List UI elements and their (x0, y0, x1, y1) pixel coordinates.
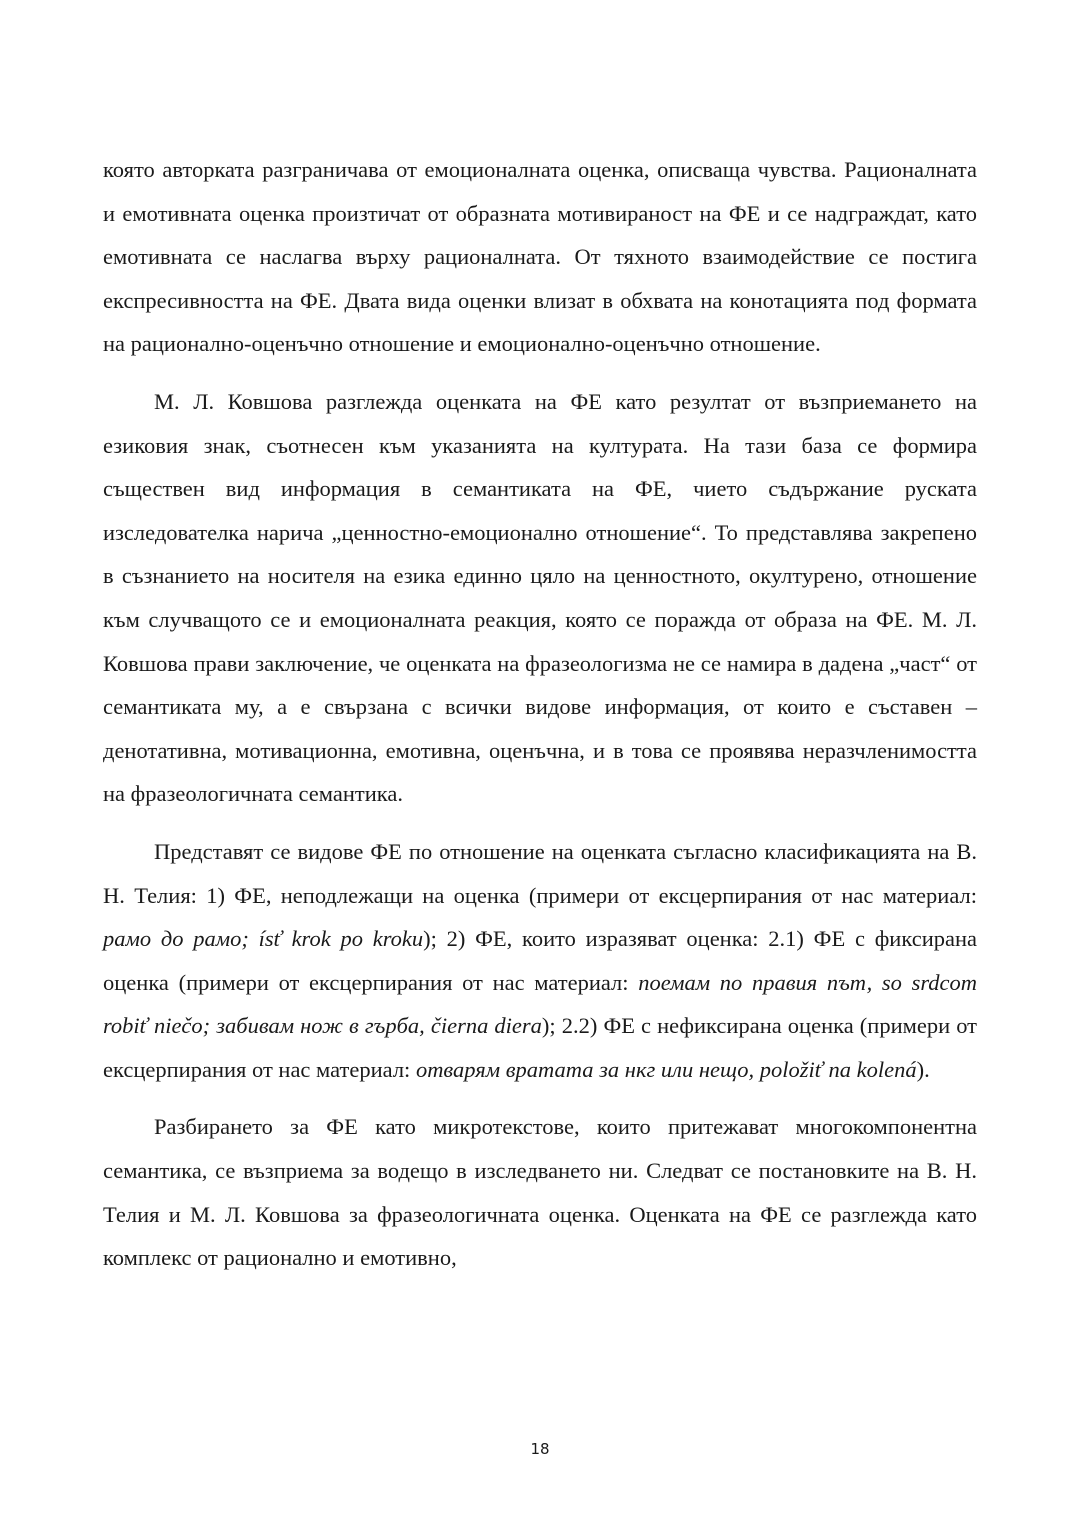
paragraph-classification (103, 830, 977, 1092)
page-number: 18 (530, 1440, 550, 1458)
example-phrases-fixed-evaluation: поемам по правия път, so srdcom robiť niečo; забивам нож в гърба, čierna diera (103, 969, 977, 1039)
paragraph-text: Разбирането за ФЕ като микротекстове, които притежават многокомпонентна семантика, се възприема за водещо в изследването ни. Следват се постановките на В. Н. Телия и М. Л. Ковшова за фразеологичната оценка. Оценката на ФЕ се разглежда като комплекс от рационално и емотивно, (103, 1114, 977, 1271)
paragraph-text: Представят се видове ФЕ по отношение на оценката съгласно класификацията на В. Н. Телия: 1) ФЕ, неподлежащи на оценка (примери от ексцерпирания от нас материал: (103, 838, 977, 908)
paragraph-continuation (103, 148, 977, 366)
example-phrases-no-evaluation: рамо до рамо; ísť krok po kroku (103, 926, 424, 952)
paragraph-microtexts (103, 1105, 977, 1279)
paragraph-text: М. Л. Ковшова разглежда оценката на ФЕ като резултат от възприемането на езиковия знак, съотнесен към указанията на културата. На тази база се формира съществен вид информация в семантиката на ФЕ, чието съдържание руската изследователка нарича „ценностно-емоционално отношение“. То представлява закрепено в съзнанието на носителя на езика единно цяло на ценностното, окултурено, отношение към случващото се и емоционалната реакция, която се поражда от образа на ФЕ. М. Л. Ковшова прави заключение, че оценката на фразеологизма не се намира в дадена „част“ от семантиката му, а е свързана с всички видове информация, от които е съставен – денотативна, мотивационна, емотивна, оценъчна, и в това се проявява неразчленимостта на фразеологичната семантика. (103, 388, 977, 807)
paragraph-text: която авторката разграничава от емоционалната оценка, описваща чувства. Рационалната и емотивната оценка произтичат от образната мотивираност на ФЕ и се надграждат, като емотивната се наслагва върху рационалната. От тяхното взаимодействие се постига експресивността на ФЕ. Двата вида оценки влизат в обхвата на конотацията под формата на рационално-оценъчно отношение и емоционално-оценъчно отношение. (103, 157, 977, 357)
paragraph-text: ); 2.2) ФЕ с нефиксирана оценка (примери от ексцерпирания от нас материал: (103, 1013, 977, 1082)
paragraph-kovshova (103, 380, 977, 816)
paragraph-text: ). (916, 1056, 930, 1082)
document-body (103, 148, 977, 1294)
paragraph-text: ); 2) ФЕ, които изразяват оценка: 2.1) ФЕ с фиксирана оценка (примери от ексцерпирания от нас материал: (103, 926, 977, 995)
example-phrases-unfixed-evaluation: отварям вратата за нкг или нещо, položiť na kolená (415, 1056, 917, 1082)
